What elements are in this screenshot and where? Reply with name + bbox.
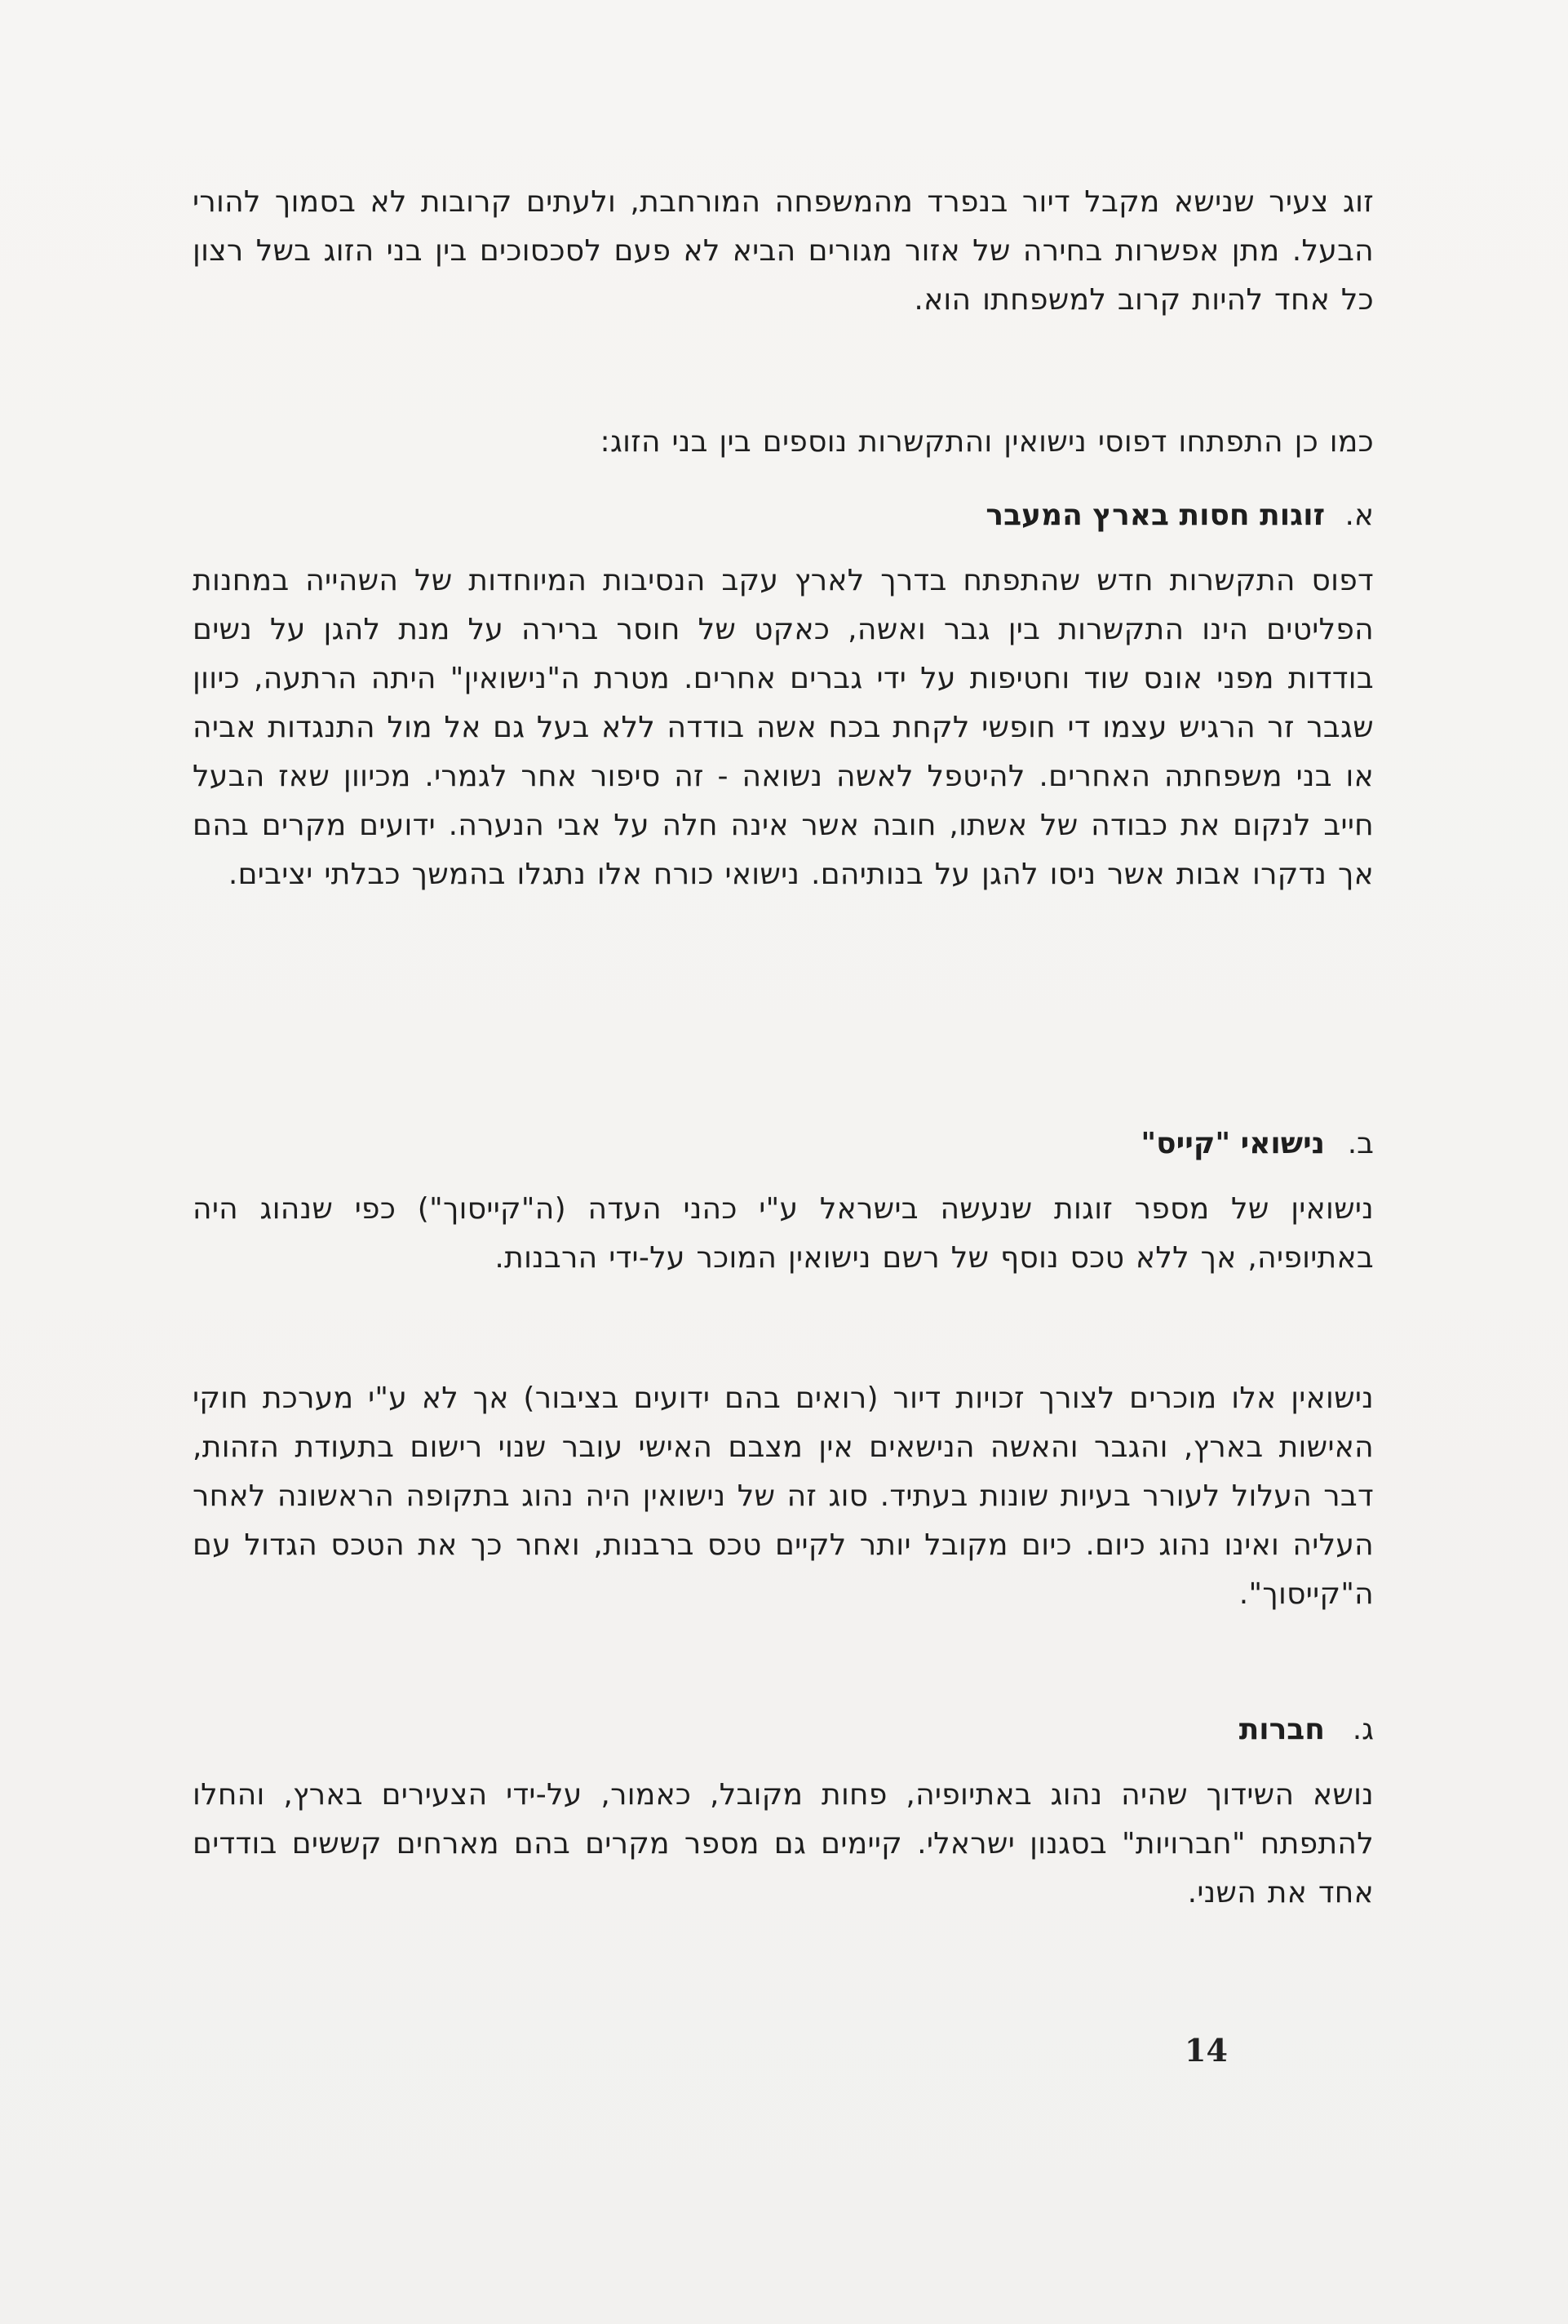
page-number: 14 — [1185, 2032, 1228, 2069]
section-heading-a — [193, 491, 1374, 540]
section-heading-b — [193, 1120, 1374, 1169]
section-title-a: זוגות חסות בארץ המעבר — [986, 499, 1325, 532]
section-letter-b: ב. — [1347, 1127, 1374, 1160]
section-title-b: נישואי "קייס" — [1141, 1127, 1325, 1160]
section-letter-c: ג. — [1352, 1713, 1374, 1746]
paragraph-kes-marriage: נישואין של מספר זוגות שנעשה בישראל ע"י כהני העדה (ה"קייסוך") כפי שנהוג היה באתיופיה, אך ללא טכס נוסף של רשם נישואין המוכר על-ידי הרבנות. — [193, 1192, 1374, 1275]
section-letter-a: א. — [1344, 499, 1374, 532]
paragraph-patterns-intro: כמו כן התפתחו דפוסי נישואין והתקשרות נוספים בין בני הזוג: — [600, 425, 1374, 459]
section-title-c: חברות — [1238, 1713, 1325, 1746]
paragraph-friendships: נושא השידוך שהיה נהוג באתיופיה, פחות מקובל, כאמור, על-ידי הצעירים בארץ, והחלו להתפתח "חברויות" בסגנון ישראלי. קיימים גם מספר מקרים בהם מארחים קששים בודדים אחד את השני. — [193, 1778, 1374, 1909]
paragraph-kes-recognition: נישואין אלו מוכרים לצורך זכויות דיור (רואים בהם ידועים בציבור) אך לא ע"י מערכת חוקי האישות בארץ, והגבר והאשה הנישאים אין מצבם האישי עובר שנוי רישום בתעודת הזהות, דבר העלול לעורר בעיות שונות בעתיד. סוג זה של נישואין היה נהוג בתקופה הראשונה לאחר העליה ואינו נהוג כיום. כיום מקובל יותר לקיים טכס ברבנות, ואחר כך את הטכס הגדול עם ה"קייסוך". — [193, 1382, 1374, 1611]
paragraph-protection-couples: דפוס התקשרות חדש שהתפתח בדרך לארץ עקב הנסיבות המיוחדות של השהייה במחנות הפליטים הינו התקשרות בין גבר ואשה, כאקט של חוסר ברירה על מנת להגן על נשים בודדות מפני אונס שוד וחטיפות על ידי גברים אחרים. מטרת ה"נישואין" היתה הרתעה, כיוון שגבר זר הרגיש עצמו די חופשי לקחת בכח אשה בודדה ללא בעל גם אל מול התנגדות אביה או בני משפחתה האחרים. להיטפל לאשה נשואה - זה סיפור אחר לגמרי. מכיוון שאז הבעל חייב לנקום את כבודה של אשתו, חובה אשר אינה חלה על אבי הנערה. ידועים מקרים בהם אך נדקרו אבות אשר ניסו להגן על בנותיהם. נישואי כורח אלו נתגלו בהמשך כבלתי יציבים. — [193, 564, 1374, 891]
paragraph-intro: זוג צעיר שנישא מקבל דיור בנפרד מהמשפחה המורחבת, ולעתים קרובות לא בסמוך להורי הבעל. מתן אפשרות בחירה של אזור מגורים הביא לא פעם לסכסוכים בין בני הזוג בשל רצון כל אחד להיות קרוב למשפחתו הוא. — [193, 185, 1374, 317]
section-heading-c — [193, 1705, 1374, 1754]
